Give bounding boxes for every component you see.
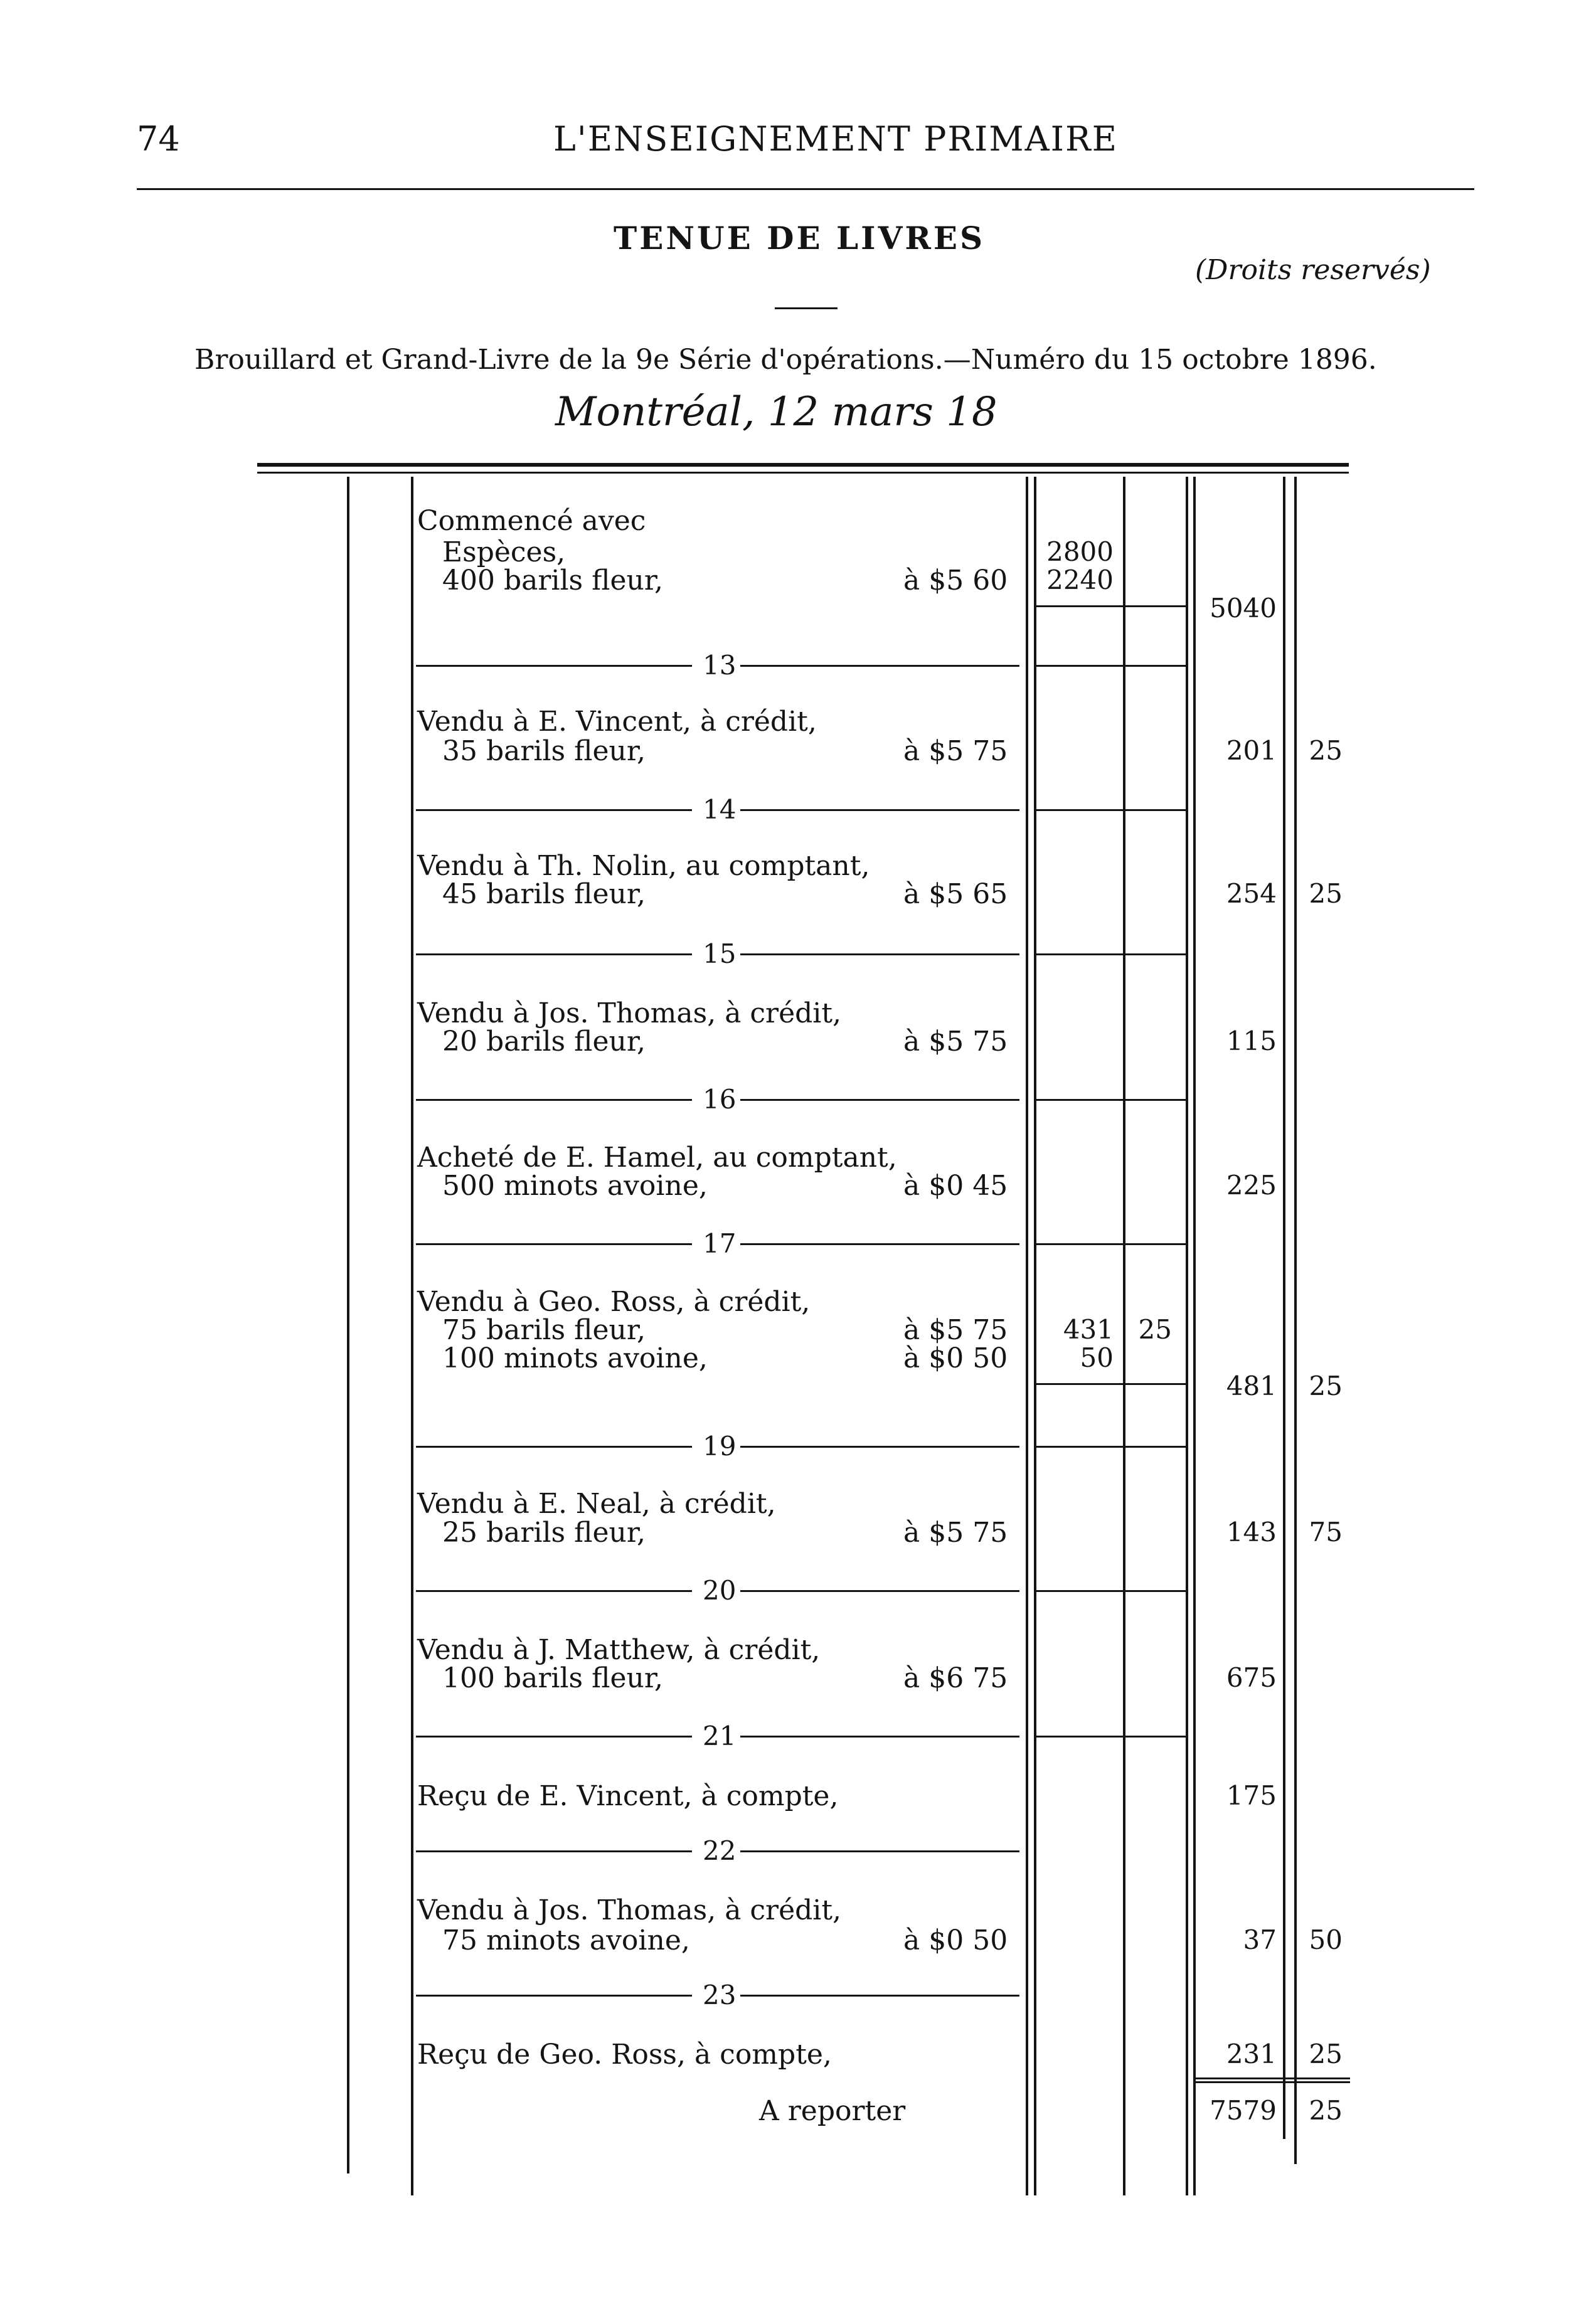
unit-price: à $5 65 xyxy=(903,878,1008,910)
entry-line: 25 barils fleur, xyxy=(442,1517,646,1549)
separator-rule xyxy=(416,1995,692,1997)
separator-rule xyxy=(1036,665,1187,667)
running-header: L'ENSEIGNEMENT PRIMAIRE xyxy=(553,119,1119,159)
entry-line: 100 minots avoine, xyxy=(442,1342,708,1374)
entry-line: Vendu à Jos. Thomas, à crédit, xyxy=(417,1894,842,1926)
sum-rule xyxy=(1193,2081,1350,2083)
total-amount: 201 xyxy=(1226,735,1277,766)
entry-line: 75 barils fleur, xyxy=(442,1314,646,1346)
day-number: 20 xyxy=(703,1575,737,1606)
ledger-column-rule xyxy=(1283,477,1285,2139)
ledger-column-rule xyxy=(1034,477,1036,2195)
detail-amount: 431 xyxy=(1063,1314,1114,1345)
total-amount: 143 xyxy=(1226,1517,1277,1547)
subtitle: Brouillard et Grand-Livre de la 9e Série d'opérations.—Numéro du 15 octobre 1896. xyxy=(194,344,1377,376)
unit-price: à $6 75 xyxy=(903,1662,1008,1694)
separator-rule xyxy=(740,1590,1019,1592)
separator-rule xyxy=(740,665,1019,667)
entry-line: Espèces, xyxy=(442,536,566,568)
total-amount: 175 xyxy=(1226,1780,1277,1811)
separator-rule xyxy=(740,1099,1019,1101)
total-cents: 25 xyxy=(1309,878,1343,909)
total-cents: 25 xyxy=(1309,2039,1343,2069)
carry-forward-cents: 25 xyxy=(1309,2095,1343,2126)
ledger-top-rule-thin xyxy=(257,472,1349,474)
total-amount: 481 xyxy=(1226,1371,1277,1401)
separator-rule xyxy=(740,1850,1019,1852)
total-amount: 675 xyxy=(1226,1662,1277,1693)
separator-rule xyxy=(416,665,692,667)
detail-amount: 50 xyxy=(1080,1342,1114,1373)
day-number: 22 xyxy=(703,1835,737,1866)
total-amount: 254 xyxy=(1226,878,1277,909)
unit-price: à $0 45 xyxy=(903,1170,1008,1202)
carry-forward-total: 7579 xyxy=(1210,2095,1277,2126)
separator-rule xyxy=(416,809,692,811)
entry-line: Vendu à E. Vincent, à crédit, xyxy=(417,706,817,738)
separator-rule xyxy=(416,1446,692,1448)
detail-cents: 25 xyxy=(1138,1314,1172,1345)
unit-price: à $5 75 xyxy=(903,1314,1008,1346)
sum-rule xyxy=(1193,2077,1350,2079)
ledger-column-rule xyxy=(1193,477,1196,2195)
header-rule xyxy=(137,188,1474,190)
detail-amount: 2240 xyxy=(1046,565,1114,595)
separator-rule xyxy=(740,953,1019,955)
page-number: 74 xyxy=(137,119,180,159)
entry-line: 20 barils fleur, xyxy=(442,1026,646,1058)
day-number: 23 xyxy=(703,1980,737,2010)
separator-rule xyxy=(1036,1446,1187,1448)
entry-line: Vendu à Geo. Ross, à crédit, xyxy=(417,1286,811,1318)
separator-rule xyxy=(1036,1099,1187,1101)
day-number: 19 xyxy=(703,1431,737,1462)
entry-line: Acheté de E. Hamel, au comptant, xyxy=(417,1142,897,1174)
day-number: 14 xyxy=(703,794,737,825)
separator-rule xyxy=(416,1850,692,1852)
title-rule xyxy=(775,307,838,309)
separator-rule xyxy=(740,1446,1019,1448)
subtotal-rule xyxy=(1036,1383,1187,1385)
separator-rule xyxy=(740,1736,1019,1738)
separator-rule xyxy=(416,1099,692,1101)
section-title: TENUE DE LIVRES xyxy=(614,220,986,257)
entry-line: Vendu à Jos. Thomas, à crédit, xyxy=(417,997,842,1029)
entry-line: Reçu de Geo. Ross, à compte, xyxy=(417,2039,832,2071)
total-amount: 37 xyxy=(1243,1924,1277,1955)
unit-price: à $0 50 xyxy=(903,1342,1008,1374)
entry-line: Vendu à J. Matthew, à crédit, xyxy=(417,1634,821,1666)
entry-line: Vendu à E. Neal, à crédit, xyxy=(417,1488,776,1520)
separator-rule xyxy=(740,1995,1019,1997)
entry-line: 100 barils fleur, xyxy=(442,1662,664,1694)
day-number: 13 xyxy=(703,650,737,681)
entry-line: 45 barils fleur, xyxy=(442,878,646,910)
ledger-column-rule xyxy=(411,477,413,2195)
separator-rule xyxy=(1036,1736,1187,1738)
subtotal-rule xyxy=(1036,605,1187,607)
separator-rule xyxy=(1036,1590,1187,1592)
entry-line: 500 minots avoine, xyxy=(442,1170,708,1202)
day-number: 17 xyxy=(703,1228,737,1259)
separator-rule xyxy=(416,953,692,955)
day-number: 21 xyxy=(703,1721,737,1751)
total-amount: 5040 xyxy=(1210,593,1277,623)
total-amount: 225 xyxy=(1226,1170,1277,1201)
entry-line: Reçu de E. Vincent, à compte, xyxy=(417,1780,839,1812)
detail-amount: 2800 xyxy=(1046,536,1114,567)
separator-rule xyxy=(1036,809,1187,811)
day-number: 15 xyxy=(703,938,737,969)
unit-price: à $5 75 xyxy=(903,1026,1008,1058)
total-cents: 50 xyxy=(1309,1924,1343,1955)
ledger-column-rule xyxy=(1026,477,1028,2195)
dateline: Montréal, 12 mars 18 xyxy=(555,389,997,435)
unit-price: à $5 75 xyxy=(903,1517,1008,1549)
total-amount: 115 xyxy=(1226,1026,1277,1056)
unit-price: à $5 75 xyxy=(903,735,1008,767)
entry-line: 400 barils fleur, xyxy=(442,565,664,597)
ledger-column-rule xyxy=(347,477,349,2173)
separator-rule xyxy=(416,1243,692,1245)
separator-rule xyxy=(416,1736,692,1738)
separator-rule xyxy=(1036,1243,1187,1245)
ledger-top-rule xyxy=(257,463,1349,467)
carry-forward-label: A reporter xyxy=(759,2095,906,2127)
rights-notice: (Droits reservés) xyxy=(1195,254,1431,286)
ledger-column-rule xyxy=(1186,477,1188,2195)
unit-price: à $5 60 xyxy=(903,565,1008,597)
day-number: 16 xyxy=(703,1084,737,1115)
separator-rule xyxy=(740,1243,1019,1245)
entry-line: 75 minots avoine, xyxy=(442,1924,690,1956)
entry-line: Vendu à Th. Nolin, au comptant, xyxy=(417,850,870,882)
entry-line: Commencé avec xyxy=(417,505,646,537)
ledger-column-rule xyxy=(1123,477,1125,2195)
separator-rule xyxy=(1036,953,1187,955)
total-cents: 75 xyxy=(1309,1517,1343,1547)
entry-line: 35 barils fleur, xyxy=(442,735,646,767)
total-amount: 231 xyxy=(1226,2039,1277,2069)
separator-rule xyxy=(740,809,1019,811)
total-cents: 25 xyxy=(1309,1371,1343,1401)
total-cents: 25 xyxy=(1309,735,1343,766)
ledger-column-rule xyxy=(1294,477,1297,2164)
unit-price: à $0 50 xyxy=(903,1924,1008,1956)
separator-rule xyxy=(416,1590,692,1592)
